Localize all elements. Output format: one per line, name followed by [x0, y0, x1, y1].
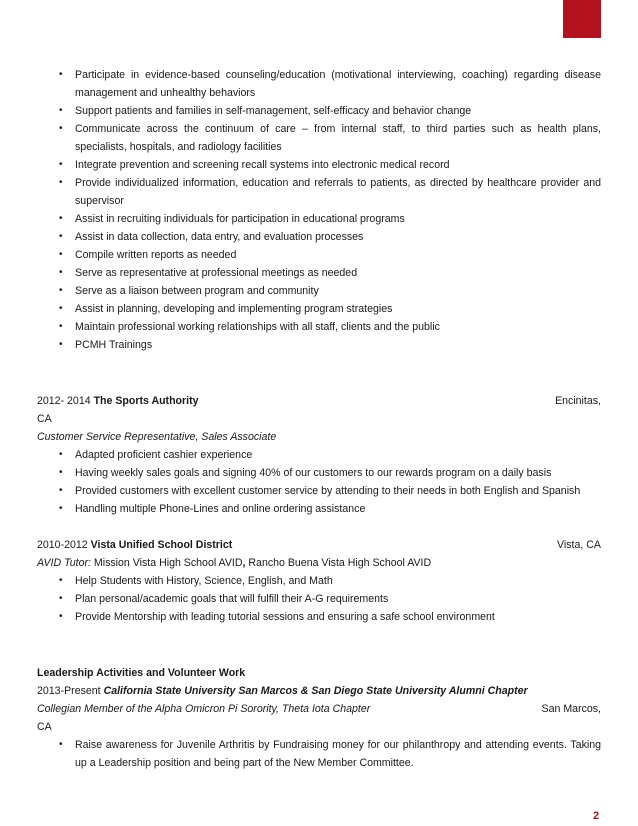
list-item: • Maintain professional working relationships with all staff, clients and the public	[75, 318, 601, 336]
list-item: • Assist in data collection, data entry, and evaluation processes	[75, 228, 601, 246]
job-location-cont: CA	[37, 413, 52, 425]
list-item: • Integrate prevention and screening recall systems into electronic medical record	[75, 156, 601, 174]
job-title: Customer Service Representative, Sales Associate	[37, 431, 277, 443]
duties-list	[37, 66, 601, 354]
job-bullets	[37, 446, 601, 518]
list-item: • Support patients and families in self-management, self-efficacy and behavior change	[75, 102, 601, 120]
leadership-bullets	[37, 736, 601, 772]
corner-accent-block	[563, 0, 601, 38]
job-company: The Sports Authority	[93, 395, 199, 407]
list-item: • Compile written reports as needed	[75, 246, 601, 264]
leadership-org: California State University San Marcos & San Diego State University Alumni Chapter	[103, 685, 528, 697]
leadership-location-cont: CA	[37, 721, 52, 733]
leadership-section	[37, 664, 601, 772]
job-bullets	[37, 572, 601, 626]
job-dates: 2012- 2014	[37, 395, 91, 407]
list-item: • Handling multiple Phone-Lines and online ordering assistance	[75, 500, 601, 518]
job-header	[37, 392, 601, 410]
list-item: • Provided customers with excellent customer service by attending to their needs in both English and Spanish	[75, 482, 601, 500]
leadership-location: San Marcos,	[541, 703, 601, 715]
list-item: • Help Students with History, Science, English, and Math	[75, 572, 601, 590]
leadership-role: Collegian Member of the Alpha Omicron Pi Sorority, Theta Iota Chapter	[37, 703, 371, 715]
list-item: • Having weekly sales goals and signing 40% of our customers to our rewards program on a daily basis	[75, 464, 601, 482]
list-item: • Plan personal/academic goals that will fulfill their A-G requirements	[75, 590, 601, 608]
resume-page	[37, 66, 601, 772]
job-header	[37, 536, 601, 554]
job-location: Encinitas,	[555, 395, 601, 407]
leadership-dates: 2013-Present	[37, 685, 101, 697]
leadership-role-line	[37, 700, 601, 718]
job-location: Vista, CA	[557, 539, 601, 551]
job-sports-authority	[37, 392, 601, 518]
list-item: • Provide individualized information, education and referrals to patients, as directed by healthcare provider and supervisor	[75, 174, 601, 210]
list-item: • Raise awareness for Juvenile Arthritis by Fundraising money for our philanthropy and attending events. Taking up a Leadership position and being part of the New Member Committee.	[75, 736, 601, 772]
leadership-org-line	[37, 682, 601, 700]
list-item: • Assist in planning, developing and implementing program strategies	[75, 300, 601, 318]
job-vista-usd	[37, 536, 601, 626]
section-heading: Leadership Activities and Volunteer Work	[37, 667, 246, 679]
page-number: 2	[593, 810, 600, 822]
job-title: AVID Tutor: Mission Vista High School AVID, Rancho Buena Vista High School AVID	[37, 557, 432, 569]
list-item: • Assist in recruiting individuals for participation in educational programs	[75, 210, 601, 228]
list-item: • Serve as representative at professional meetings as needed	[75, 264, 601, 282]
list-item: • Adapted proficient cashier experience	[75, 446, 601, 464]
list-item: • Provide Mentorship with leading tutorial sessions and ensuring a safe school environment	[75, 608, 601, 626]
list-item: • Serve as a liaison between program and community	[75, 282, 601, 300]
job-company: Vista Unified School District	[90, 539, 233, 551]
list-item: • PCMH Trainings	[75, 336, 601, 354]
list-item: • Communicate across the continuum of care – from internal staff, to third parties such as health plans, specialists, hospitals, and radiology facilities	[75, 120, 601, 156]
job-dates: 2010-2012	[37, 539, 88, 551]
list-item: • Participate in evidence-based counseling/education (motivational interviewing, coaching) regarding disease management and unhealthy behaviors	[75, 66, 601, 102]
